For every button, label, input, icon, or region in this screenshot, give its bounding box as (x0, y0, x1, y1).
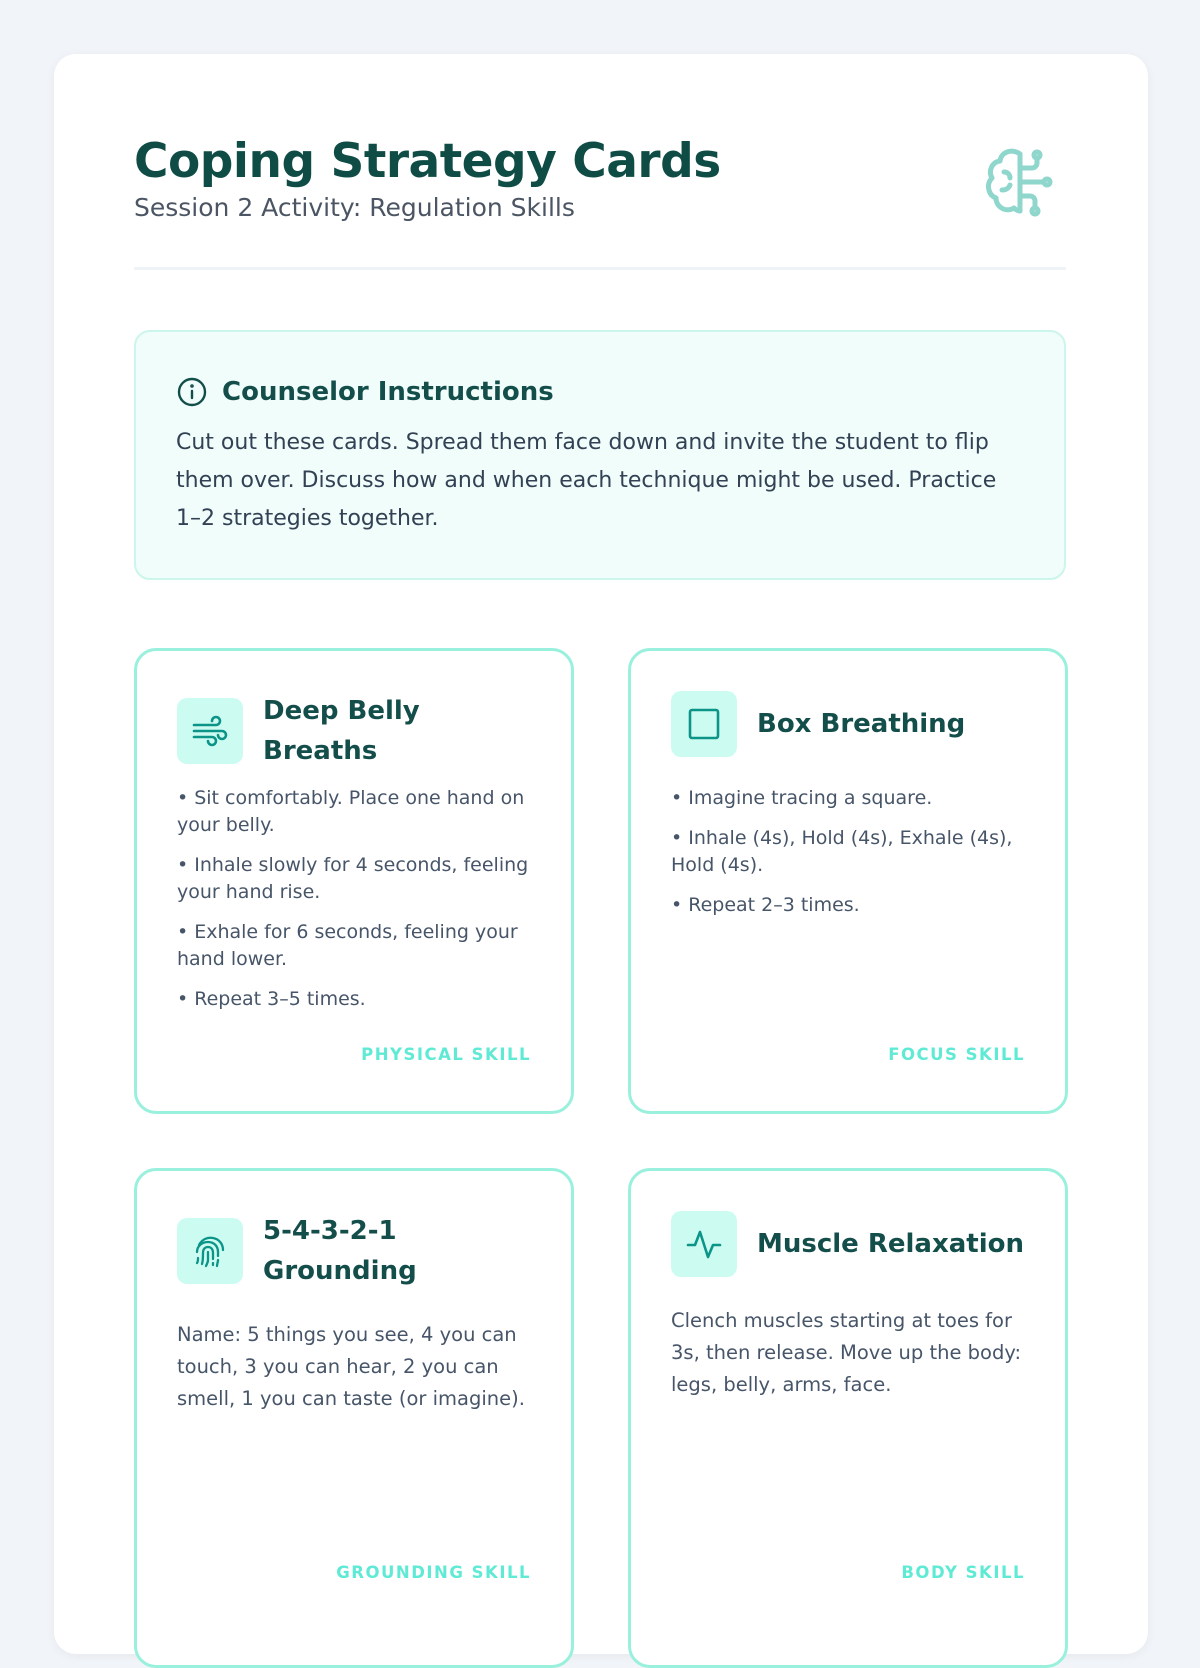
list-item: • Inhale slowly for 4 seconds, feeling your hand rise. (177, 852, 537, 906)
card-steps (671, 785, 1031, 932)
strategy-card-muscle-relaxation (628, 1168, 1068, 1668)
skill-tag: GROUNDING SKILL (336, 1563, 531, 1582)
skill-tag: PHYSICAL SKILL (361, 1045, 531, 1064)
instructions-heading (176, 374, 1024, 410)
card-header (671, 1211, 1035, 1277)
card-title: Muscle Relaxation (757, 1229, 1025, 1259)
card-header (177, 1211, 541, 1291)
info-icon (176, 376, 208, 408)
list-item: • Inhale (4s), Hold (4s), Exhale (4s), Hold (4s). (671, 825, 1031, 879)
card-steps (177, 785, 537, 1026)
card-icon-box (177, 1218, 243, 1284)
instructions-title: Counselor Instructions (222, 377, 554, 407)
card-description: Clench muscles starting at toes for 3s, then release. Move up the body: legs, belly, arms, face. (671, 1309, 1022, 1396)
wind-icon (190, 711, 230, 751)
list-item: • Exhale for 6 seconds, feeling your hand lower. (177, 919, 537, 973)
card-title-line-2: Grounding (263, 1256, 417, 1286)
page-subtitle: Session 2 Activity: Regulation Skills (134, 193, 575, 222)
card-title: 5-4-3-2-1 (263, 1216, 397, 1246)
card-header (671, 691, 1035, 757)
worksheet-header (134, 134, 1066, 270)
card-icon-box (177, 698, 243, 764)
instructions-body: Cut out these cards. Spread them face down and invite the student to flip them over. Discuss how and when each technique might be used. Practice 1–2 strategies together. (176, 430, 997, 531)
list-item: • Repeat 3–5 times. (177, 986, 537, 1013)
card-title: Box Breathing (757, 709, 966, 739)
card-icon-box (671, 1211, 737, 1277)
strategy-card-grounding (134, 1168, 574, 1668)
card-description: Name: 5 things you see, 4 you can touch, 3 you can hear, 2 you can smell, 1 you can taste (or imagine). (177, 1323, 525, 1410)
counselor-instructions (134, 330, 1066, 580)
card-title: Deep Belly Breaths (263, 696, 420, 766)
square-icon (684, 704, 724, 744)
card-header (177, 691, 541, 771)
skill-tag: BODY SKILL (901, 1563, 1025, 1582)
card-title-block (263, 1211, 417, 1291)
strategy-card-deep-belly-breaths (134, 648, 574, 1114)
list-item: • Imagine tracing a square. (671, 785, 1031, 812)
activity-icon (684, 1224, 724, 1264)
card-icon-box (671, 691, 737, 757)
brain-icon (982, 144, 1058, 220)
skill-tag: FOCUS SKILL (888, 1045, 1025, 1064)
list-item: • Sit comfortably. Place one hand on your belly. (177, 785, 537, 839)
fingerprint-icon (190, 1231, 230, 1271)
list-item: • Repeat 2–3 times. (671, 892, 1031, 919)
strategy-card-box-breathing (628, 648, 1068, 1114)
worksheet-sheet (54, 54, 1148, 1654)
page-title: Coping Strategy Cards (134, 134, 721, 189)
